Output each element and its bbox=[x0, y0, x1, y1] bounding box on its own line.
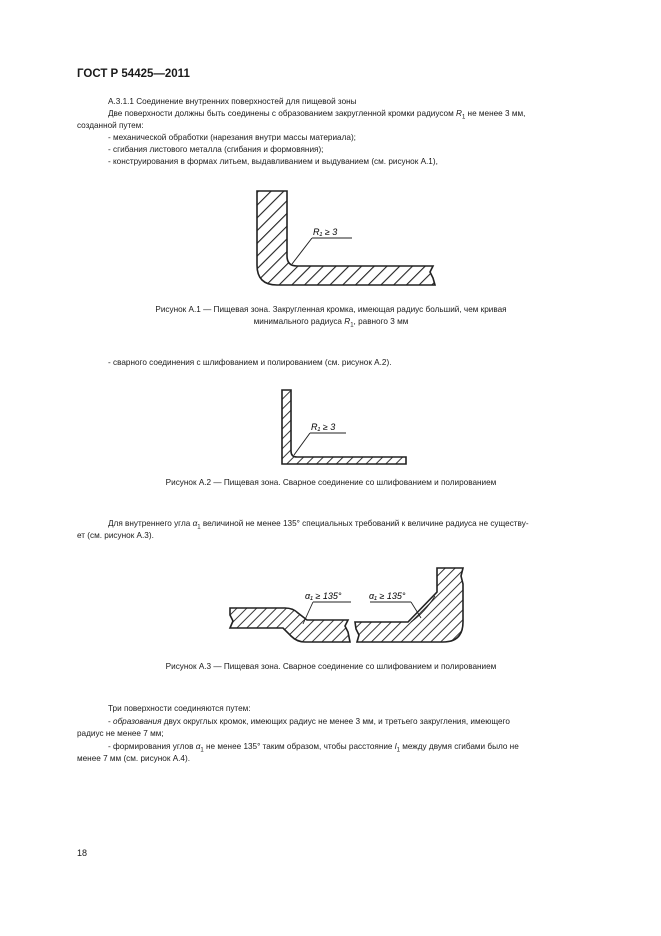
figure-a1-caption-2 bbox=[77, 316, 585, 332]
figure-a3-left-profile bbox=[230, 608, 350, 642]
paragraph-1-cont: созданной путем: bbox=[77, 121, 144, 130]
list-item-3: - конструирования в формах литьем, выдавливанием и выдуванием (см. рисунок А.1), bbox=[108, 157, 438, 166]
figure-a3-right-profile bbox=[355, 568, 463, 642]
figure-a1-caption-2a: минимального радиуса bbox=[253, 317, 345, 326]
figure-a2-profile bbox=[282, 390, 406, 464]
figure-a1-leader bbox=[292, 238, 312, 264]
figure-a3-left-label: α₁ ≥ 135° bbox=[305, 591, 342, 601]
figure-a3-drawing bbox=[225, 560, 470, 650]
three-l3-l: l bbox=[394, 742, 397, 751]
three-intro: Три поверхности соединяются путем: bbox=[108, 704, 251, 713]
figure-a1-caption-sub: 1 bbox=[350, 322, 354, 329]
figure-a1-caption-r: R bbox=[344, 317, 351, 326]
figure-a3-caption: Рисунок А.3 — Пищевая зона. Сварное соединение со шлифованием и полированием bbox=[165, 662, 497, 671]
p1-sub: 1 bbox=[461, 114, 466, 121]
figure-a2-drawing bbox=[276, 385, 416, 470]
page-number: 18 bbox=[77, 848, 88, 858]
three-l1-italic: образования bbox=[113, 717, 162, 726]
list-item-2: - сгибания листового металла (сгибания и формовяния); bbox=[108, 145, 324, 154]
three-l3-c: между двумя сгибами было не bbox=[399, 742, 519, 751]
list-item-4: - сварного соединения с шлифованием и полированием (см. рисунок А.2). bbox=[108, 358, 392, 367]
angle-text-a: Для внутреннего угла bbox=[108, 519, 193, 528]
paragraph-angle bbox=[108, 518, 529, 534]
figure-a2-leader bbox=[294, 433, 310, 455]
p1-text-b: не менее 3 мм, bbox=[465, 109, 526, 118]
three-l1-rest: двух округлых кромок, имеющих радиус не менее 3 мм, и третьего закругления, имеющего bbox=[161, 717, 510, 726]
paragraph-1 bbox=[108, 108, 525, 124]
section-heading: А.3.1.1 Соединение внутренних поверхностей для пищевой зоны bbox=[108, 97, 357, 106]
p1-text-a: Две поверхности должны быть соединены с образованием закругленной кромки радиусом bbox=[108, 109, 457, 118]
three-line-4: менее 7 мм (см. рисунок А.4). bbox=[77, 754, 190, 763]
figure-a1-caption-1: Рисунок А.1 — Пищевая зона. Закругленная кромка, имеющая радиус больший, чем кривая bbox=[155, 305, 507, 314]
three-line-2: радиус не менее 7 мм; bbox=[77, 729, 164, 738]
three-l3-lsub: 1 bbox=[396, 747, 400, 754]
three-line-1 bbox=[108, 716, 510, 728]
figure-a1-caption-2b: , равного 3 мм bbox=[353, 317, 409, 326]
document-header: ГОСТ Р 54425—2011 bbox=[77, 68, 190, 80]
figure-a1-drawing bbox=[250, 186, 440, 292]
angle-alpha: α bbox=[192, 519, 198, 528]
figure-a1-label: R₁ ≥ 3 bbox=[313, 227, 338, 237]
three-l3-sub: 1 bbox=[200, 747, 204, 754]
list-item-1: - механической обработки (нарезания внутри массы материала); bbox=[108, 133, 356, 142]
figure-a2-label: R₁ ≥ 3 bbox=[311, 422, 336, 432]
angle-sub: 1 bbox=[197, 524, 201, 531]
three-l3-a: - формирования углов bbox=[108, 742, 196, 751]
three-l1-dash: - bbox=[108, 717, 114, 726]
figure-a2-caption: Рисунок А.2 — Пищевая зона. Сварное соединение со шлифованием и полированием bbox=[165, 478, 497, 487]
three-l3-b: не менее 135° таким образом, чтобы расстояние bbox=[203, 742, 395, 751]
angle-text-b: величиной не менее 135° специальных требований к величине радиуса не существу- bbox=[200, 519, 529, 528]
three-l3-alpha: α bbox=[195, 742, 201, 751]
figure-a3-right-label: α₁ ≥ 135° bbox=[369, 591, 406, 601]
p1-r: R bbox=[456, 109, 462, 118]
paragraph-angle-cont: ет (см. рисунок А.3). bbox=[77, 531, 154, 540]
